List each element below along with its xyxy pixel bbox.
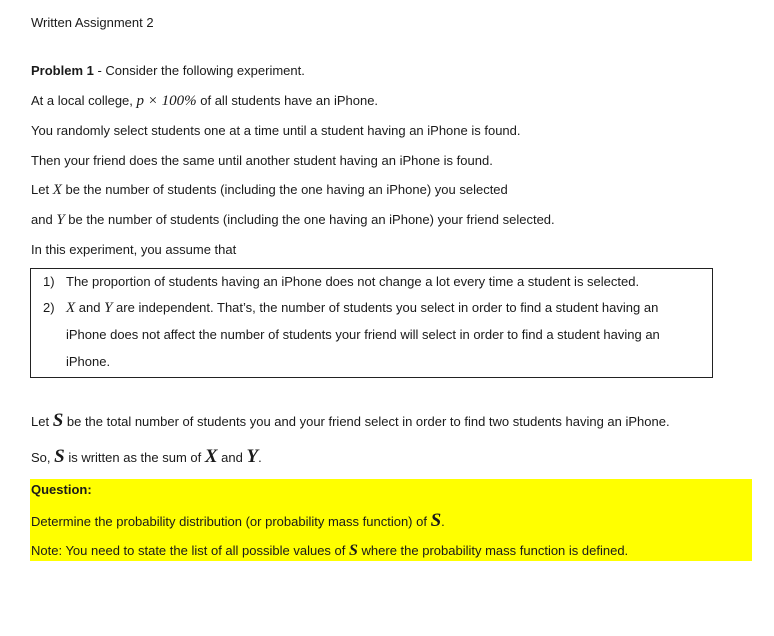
problem-intro: - Consider the following experiment.: [93, 63, 305, 78]
paragraph-line-4: [31, 182, 508, 198]
math-variable: S: [54, 446, 65, 467]
text-segment: and: [75, 300, 105, 315]
paragraph-line-5: [31, 212, 555, 228]
assumption-item-2-continued: iPhone.: [66, 354, 111, 369]
text-segment: is written as the sum of: [64, 450, 205, 465]
problem-label: Problem 1: [31, 63, 94, 78]
text-segment: Let: [31, 182, 53, 197]
question-label: Question:: [31, 482, 92, 497]
text-segment: be the total number of students you and your friend select in order to find two students having an iPhone.: [63, 414, 670, 429]
paragraph-line-6: In this experiment, you assume that: [31, 242, 237, 257]
paragraph-line-3: Then your friend does the same until another student having an iPhone is found.: [31, 153, 493, 168]
problem-heading: [31, 63, 305, 79]
question-highlight: [30, 479, 752, 561]
text-segment: .: [258, 450, 262, 465]
math-variable: Y: [246, 446, 259, 467]
math-variable: Y: [56, 212, 65, 228]
question-text: [31, 510, 445, 531]
text-segment: of all students have an iPhone.: [196, 93, 379, 108]
math-variable: X: [66, 300, 76, 316]
assumption-text: The proportion of students having an iPhone does not change a lot every time a student is selected.: [66, 274, 640, 289]
math-variable: Y: [104, 300, 113, 316]
math-variable: X: [52, 182, 62, 198]
math-expression: p × 100%: [136, 93, 197, 109]
assumptions-box: [30, 268, 713, 378]
text-segment: So,: [31, 450, 55, 465]
text-segment: and: [217, 450, 247, 465]
text-segment: Note: You need to state the list of all possible values of: [31, 543, 349, 558]
math-variable: X: [204, 446, 218, 467]
text-segment: At a local college,: [31, 93, 137, 108]
text-segment: be the number of students (including the one having an iPhone) your friend selected.: [64, 212, 555, 227]
list-number: 2): [43, 300, 55, 315]
paragraph-line-2: You randomly select students one at a time until a student having an iPhone is found.: [31, 123, 521, 138]
assumption-text: are independent. That’s, the number of students you select in order to find a student having an: [112, 300, 659, 315]
text-segment: Determine the probability distribution (or probability mass function) of: [31, 514, 431, 529]
s-definition: [31, 410, 670, 431]
s-sum-statement: [31, 446, 262, 467]
list-number: 1): [43, 274, 55, 289]
text-segment: where the probability mass function is defined.: [357, 543, 629, 558]
math-variable: S: [430, 510, 442, 531]
math-variable: S: [52, 410, 64, 431]
paragraph-line-1: [31, 93, 378, 109]
assumption-item-2: [43, 300, 659, 316]
math-variable: S: [349, 542, 358, 559]
question-note: [31, 543, 628, 559]
text-segment: .: [441, 514, 445, 529]
text-segment: be the number of students (including the one having an iPhone) you selected: [61, 182, 508, 197]
assumption-item-1: [43, 274, 640, 290]
assumption-item-2-continued: iPhone does not affect the number of students your friend will select in order to find a student having an: [66, 327, 660, 342]
text-segment: Let: [31, 414, 53, 429]
document-title: Written Assignment 2: [31, 15, 154, 30]
text-segment: and: [31, 212, 57, 227]
